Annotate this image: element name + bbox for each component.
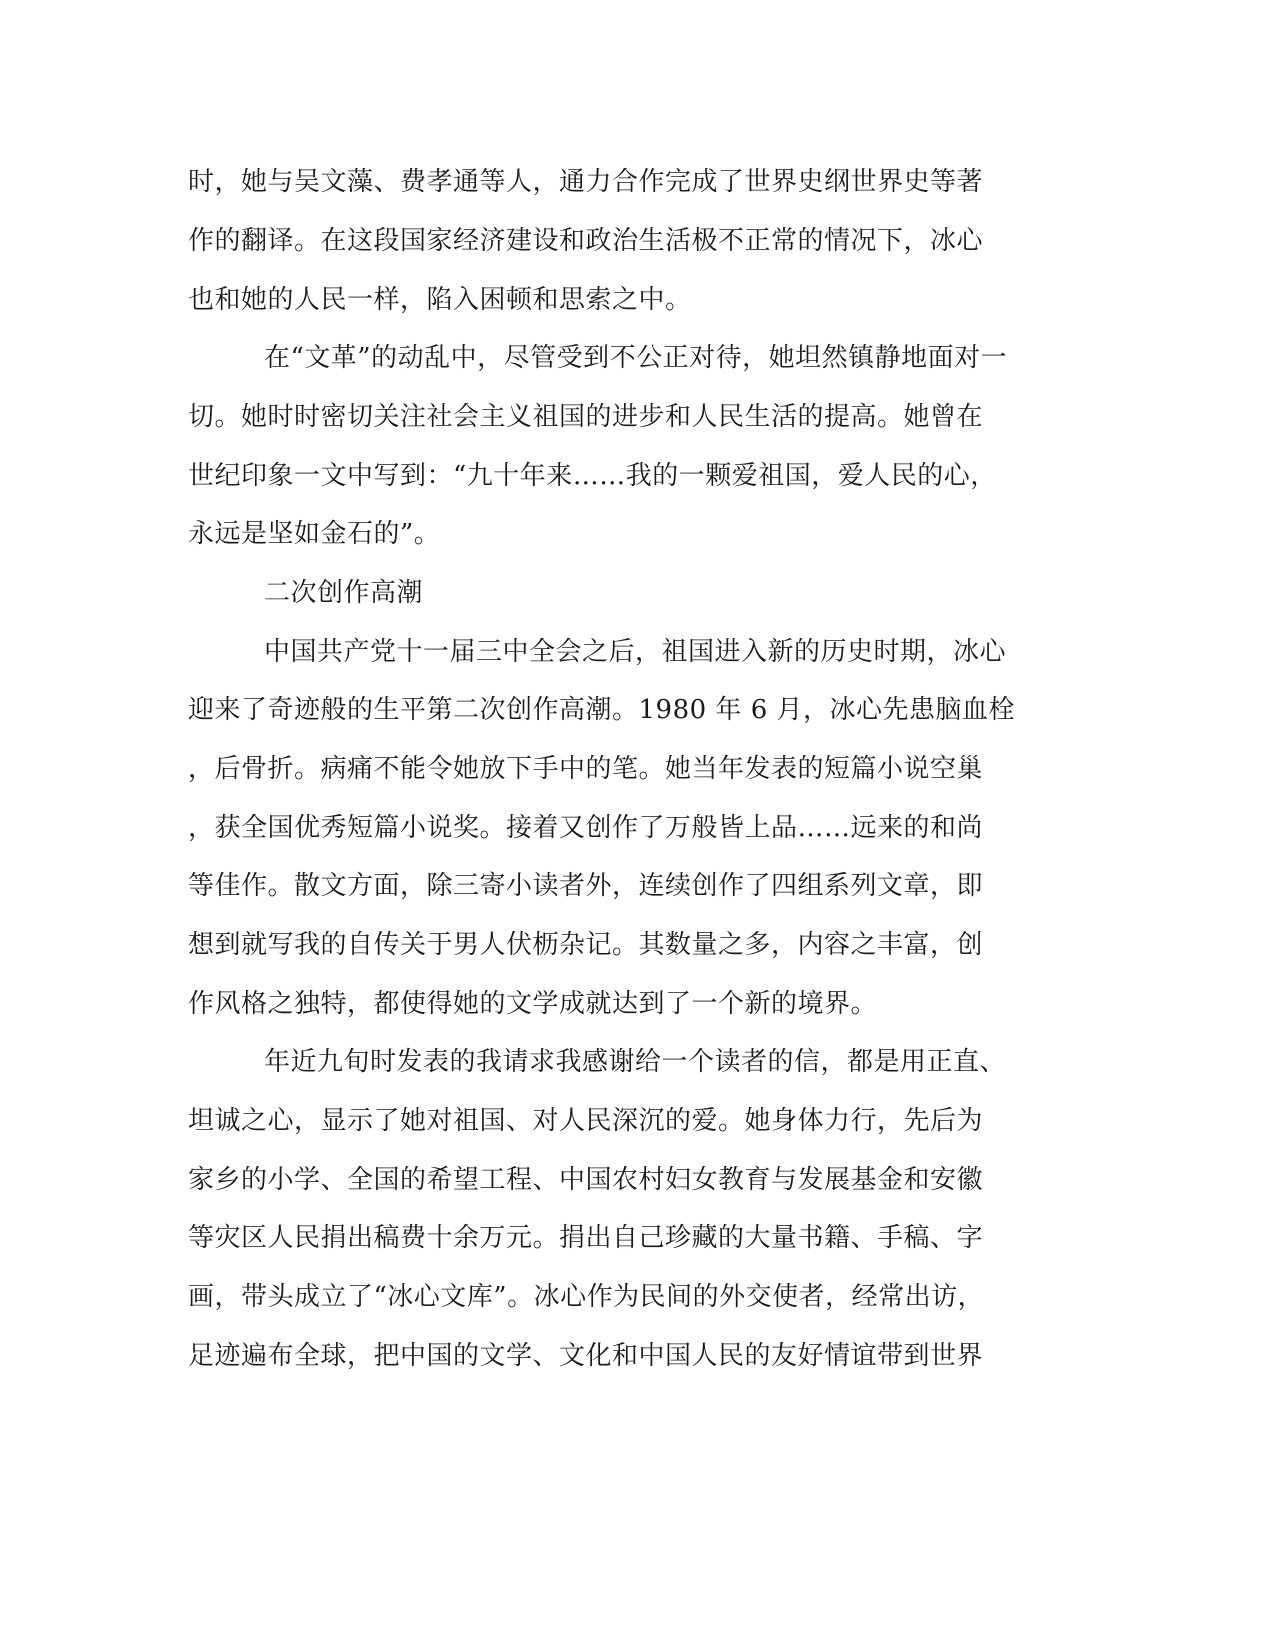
text-line: ，后骨折。病痛不能令她放下手中的笔。她当年发表的短篇小说空巢	[188, 754, 984, 784]
text-line: 迎来了奇迹般的生平第二次创作高潮。1980 年 6 月，冰心先患脑血栓	[188, 695, 1016, 725]
text-line: 世纪印象一文中写到：“九十年来……我的一颗爱祖国，爱人民的心，	[188, 461, 997, 491]
text-line: 时，她与吴文藻、费孝通等人，通力合作完成了世界史纲世界史等著	[188, 167, 984, 197]
text-line: 作风格之独特，都使得她的文学成就达到了一个新的境界。	[188, 989, 878, 1019]
text-line: ，获全国优秀短篇小说奖。接着又创作了万般皆上品……远来的和尚	[188, 813, 984, 843]
text-line: 等灾区人民捐出稿费十余万元。捐出自己珍藏的大量书籍、手稿、字	[188, 1223, 984, 1253]
text-line: 切。她时时密切关注社会主义祖国的进步和人民生活的提高。她曾在	[188, 402, 984, 432]
paragraph-first-line: 中国共产党十一届三中全会之后，祖国进入新的历史时期，冰心	[264, 637, 1007, 667]
text-line: 坦诚之心，显示了她对祖国、对人民深沉的爱。她身体力行，先后为	[188, 1106, 984, 1136]
text-line: 也和她的人民一样，陷入困顿和思索之中。	[188, 285, 692, 315]
text-line: 足迹遍布全球，把中国的文学、文化和中国人民的友好情谊带到世界	[188, 1341, 984, 1371]
text-line: 永远是坚如金石的”。	[188, 519, 441, 549]
section-heading: 二次创作高潮	[264, 578, 424, 608]
text-line: 画，带头成立了“冰心文库”。冰心作为民间的外交使者，经常出访，	[188, 1282, 985, 1312]
paragraph-first-line: 在“文革”的动乱中，尽管受到不公正对待，她坦然镇静地面对一	[264, 343, 1008, 373]
text-line: 作的翻译。在这段国家经济建设和政治生活极不正常的情况下，冰心	[188, 226, 984, 256]
text-line: 家乡的小学、全国的希望工程、中国农村妇女教育与发展基金和安徽	[188, 1165, 984, 1195]
paragraph-first-line: 年近九旬时发表的我请求我感谢给一个读者的信，都是用正直、	[264, 1047, 1007, 1077]
text-line: 想到就写我的自传关于男人伏枥杂记。其数量之多，内容之丰富，创	[188, 930, 984, 960]
text-line: 等佳作。散文方面，除三寄小读者外，连续创作了四组系列文章，即	[188, 871, 984, 901]
